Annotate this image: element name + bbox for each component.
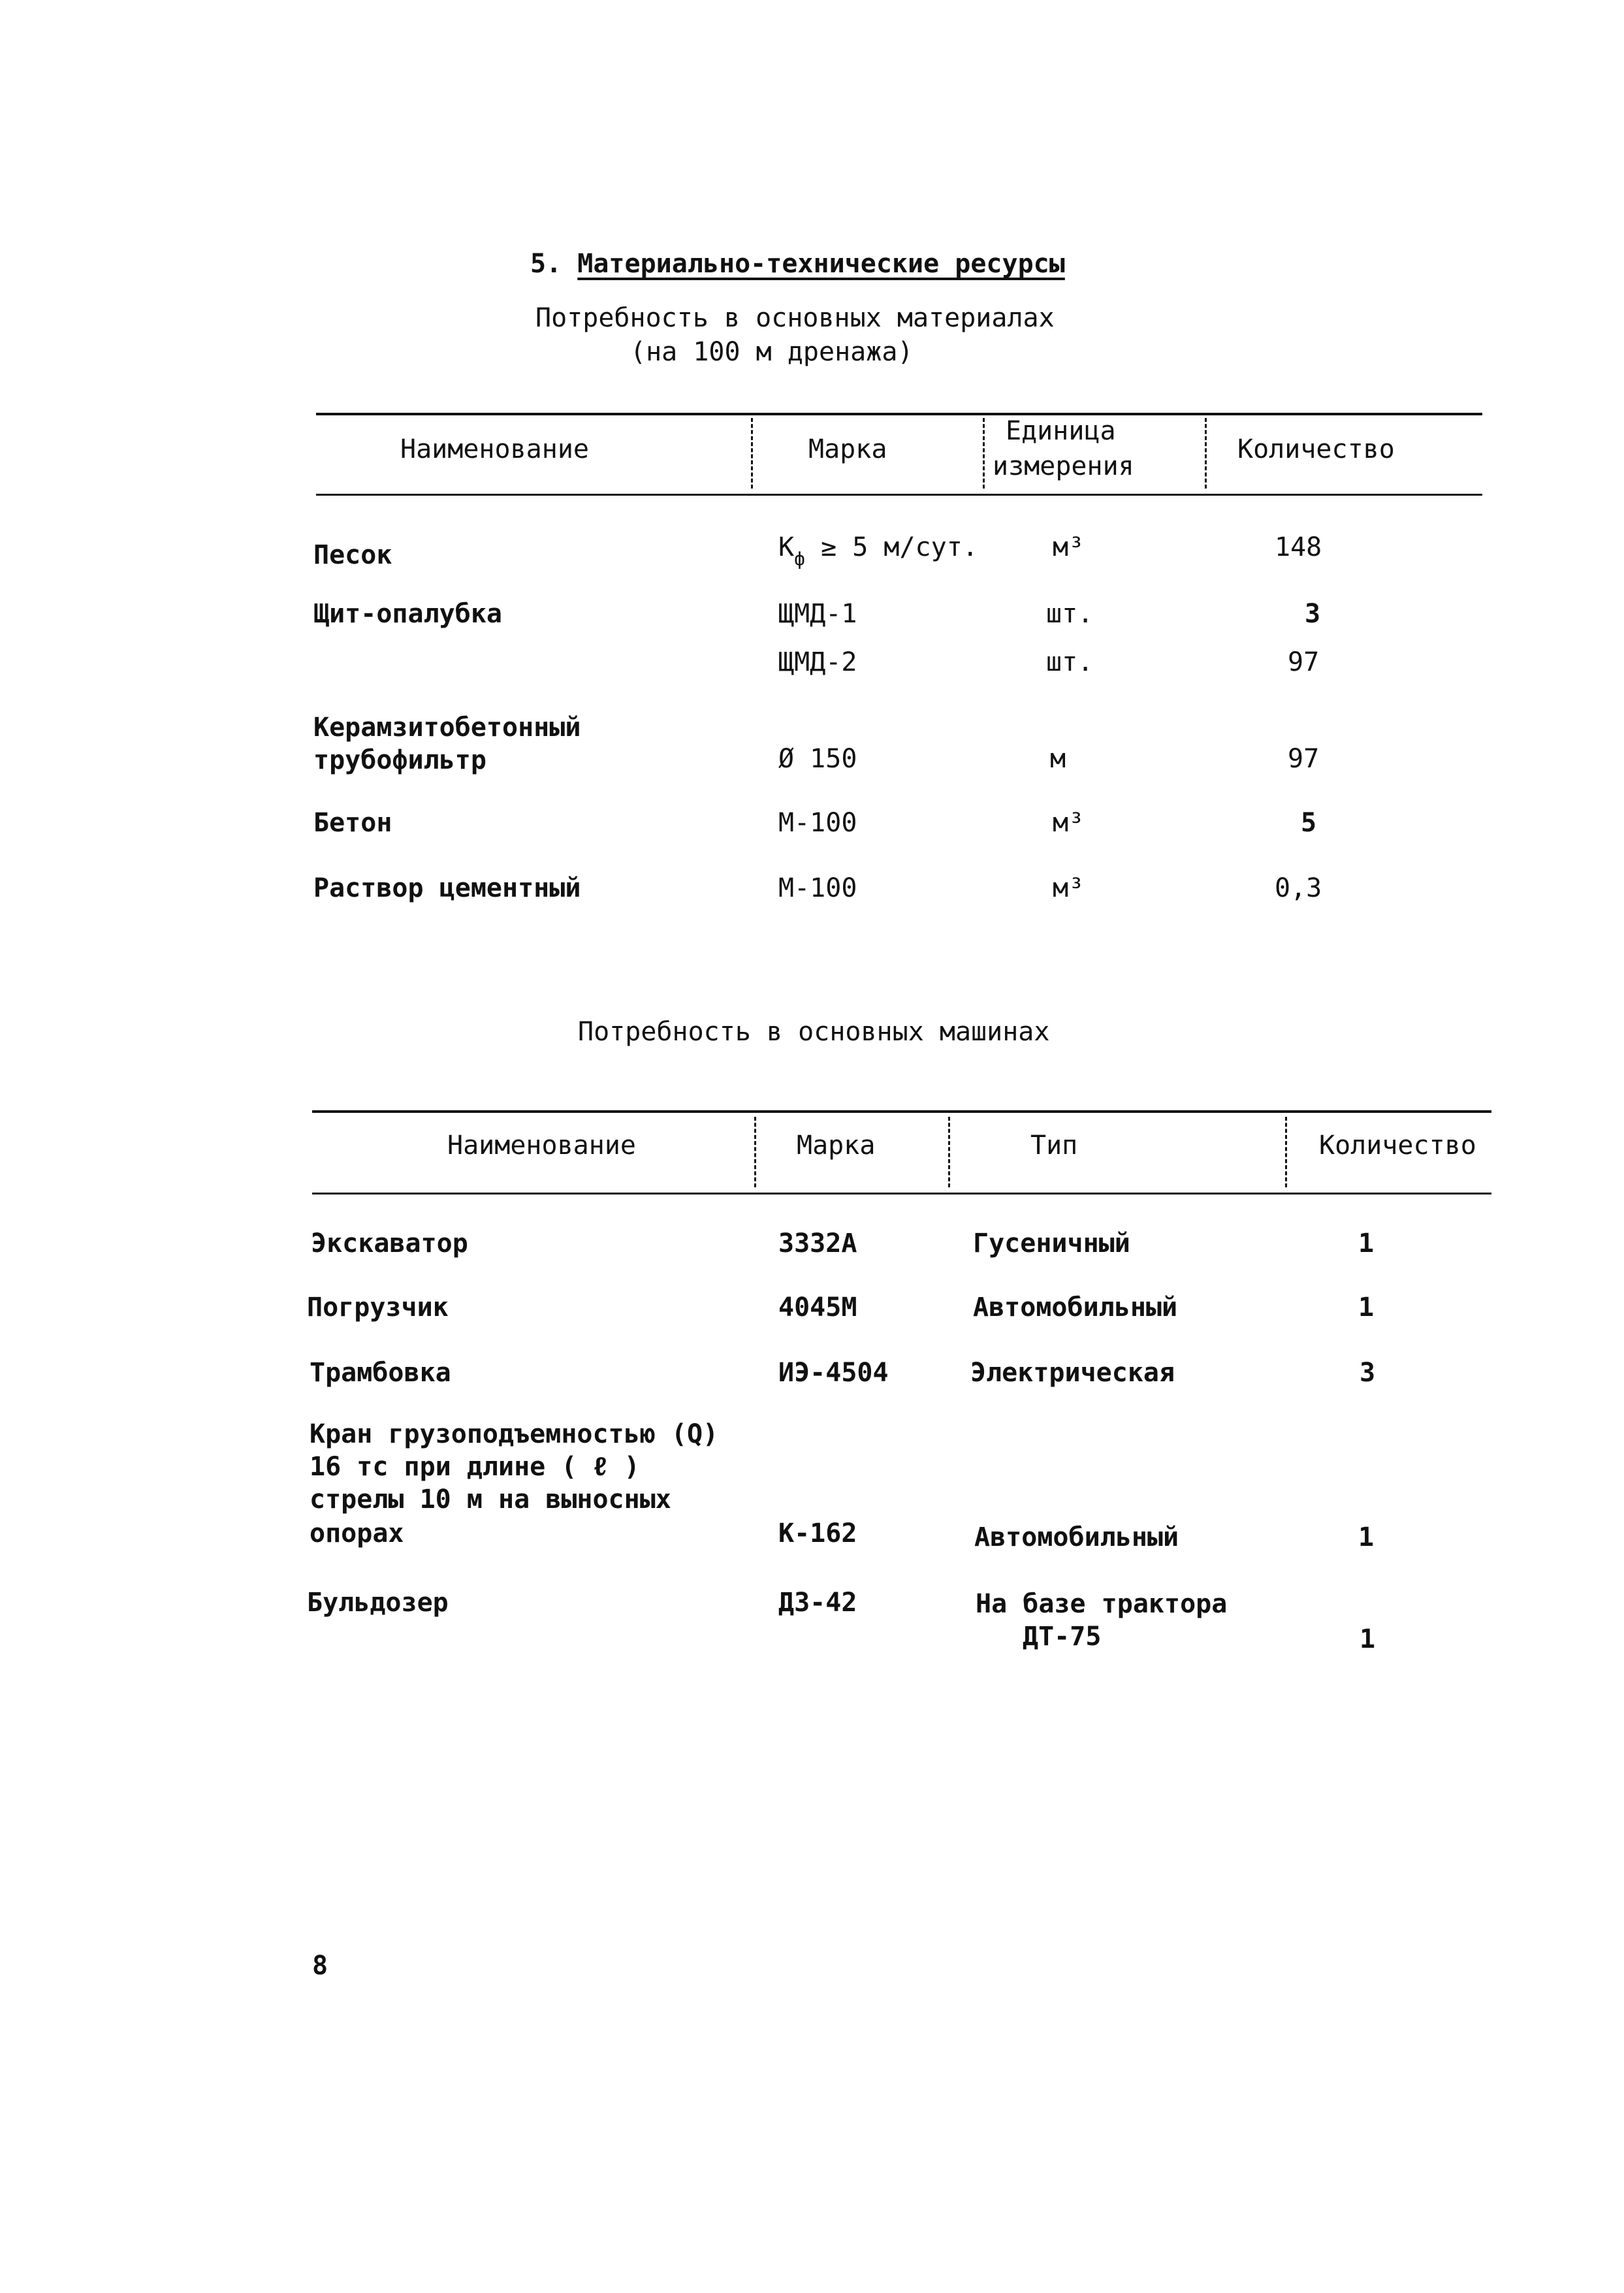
material-unit: шт. <box>1046 599 1094 629</box>
materials-header-quantity: Количество <box>1237 434 1395 464</box>
material-unit: м³ <box>1053 873 1085 903</box>
machines-title: Потребность в основных машинах <box>578 1017 1050 1047</box>
machines-header-name: Наименование <box>447 1130 636 1161</box>
materials-title-line2: (на 100 м дренажа) <box>630 337 914 367</box>
material-name: Бетон <box>313 808 392 838</box>
section-title: Материально-технические ресурсы <box>577 249 1065 279</box>
machine-brand: ДЗ-42 <box>778 1588 857 1618</box>
machines-header-quantity: Количество <box>1319 1130 1476 1161</box>
material-qty: 0,3 <box>1275 873 1322 903</box>
material-brand: ЩМД-2 <box>778 647 857 677</box>
material-qty: 97 <box>1288 744 1320 774</box>
material-brand: Ø 150 <box>778 744 857 774</box>
machine-name-line2: 16 тс при длине ( ℓ ) <box>310 1452 640 1482</box>
material-unit: м³ <box>1053 808 1085 838</box>
machine-brand: ИЭ-4504 <box>778 1358 889 1388</box>
machine-qty: 1 <box>1358 1522 1375 1552</box>
material-brand: М-100 <box>778 808 857 838</box>
machine-qty: 1 <box>1358 1228 1375 1259</box>
materials-header-brand: Марка <box>808 434 887 464</box>
material-brand-filtration: $К_ф \ge 5$ м/сут. <box>778 532 978 569</box>
materials-table-top-rule <box>316 413 1482 415</box>
material-unit: шт. <box>1046 647 1094 677</box>
materials-table-header-rule <box>316 494 1482 496</box>
machine-brand: 3332А <box>778 1228 857 1259</box>
machine-name-line1: Кран грузоподъемностью (Q) <box>310 1419 719 1449</box>
material-name: Щит-опалубка <box>313 599 502 629</box>
machines-col-separator-2 <box>948 1117 950 1187</box>
machine-qty: 1 <box>1358 1292 1375 1323</box>
page-number: 8 <box>312 1951 328 1981</box>
material-name-line2: трубофильтр <box>313 745 486 775</box>
machine-brand: К-162 <box>778 1518 857 1548</box>
material-unit: м³ <box>1053 532 1085 562</box>
machine-name: Трамбовка <box>310 1358 451 1388</box>
materials-col-separator-3 <box>1205 418 1207 489</box>
material-name: Песок <box>313 540 392 570</box>
machine-type: Гусеничный <box>973 1228 1130 1259</box>
machine-type: Автомобильный <box>974 1522 1179 1552</box>
material-name-line1: Керамзитобетонный <box>313 713 581 743</box>
machines-table-top-rule <box>312 1110 1491 1113</box>
material-name: Раствор цементный <box>313 873 581 903</box>
materials-title-line1: Потребность в основных материалах <box>535 303 1055 333</box>
materials-col-separator-2 <box>983 418 985 489</box>
machines-header-type: Тип <box>1030 1130 1078 1161</box>
materials-header-name: Наименование <box>400 434 589 464</box>
machine-brand: 4045М <box>778 1292 857 1323</box>
machine-type-line1: На базе трактора <box>976 1589 1228 1619</box>
materials-header-unit-line2: измерения <box>993 451 1134 481</box>
material-qty: 5 <box>1301 808 1317 838</box>
machine-qty: 3 <box>1360 1358 1376 1388</box>
section-number: 5. <box>530 249 562 279</box>
machine-name-line3: стрелы 10 м на выносных <box>310 1484 671 1515</box>
machine-name: Погрузчик <box>307 1292 449 1323</box>
machine-name-line4: опорах <box>310 1518 404 1548</box>
machine-type: Автомобильный <box>973 1292 1178 1323</box>
machines-header-brand: Марка <box>797 1130 876 1161</box>
material-brand: ЩМД-1 <box>778 599 857 629</box>
machines-col-separator-1 <box>754 1117 756 1187</box>
materials-col-separator-1 <box>751 418 753 489</box>
machines-table-header-rule <box>312 1193 1491 1195</box>
materials-header-unit-line1: Единица <box>1006 416 1116 446</box>
section-heading <box>530 248 1065 280</box>
material-qty: 3 <box>1305 599 1321 629</box>
machine-type: Электрическая <box>970 1358 1175 1388</box>
machine-type-line2: ДТ-75 <box>1023 1622 1102 1652</box>
material-unit: м <box>1050 744 1066 774</box>
machines-col-separator-3 <box>1285 1117 1287 1187</box>
machine-name: Экскаватор <box>311 1228 468 1259</box>
material-brand: М-100 <box>778 873 857 903</box>
material-qty: 148 <box>1275 532 1322 562</box>
material-qty: 97 <box>1288 647 1320 677</box>
machine-name: Бульдозер <box>307 1588 449 1618</box>
machine-qty: 1 <box>1360 1624 1376 1654</box>
